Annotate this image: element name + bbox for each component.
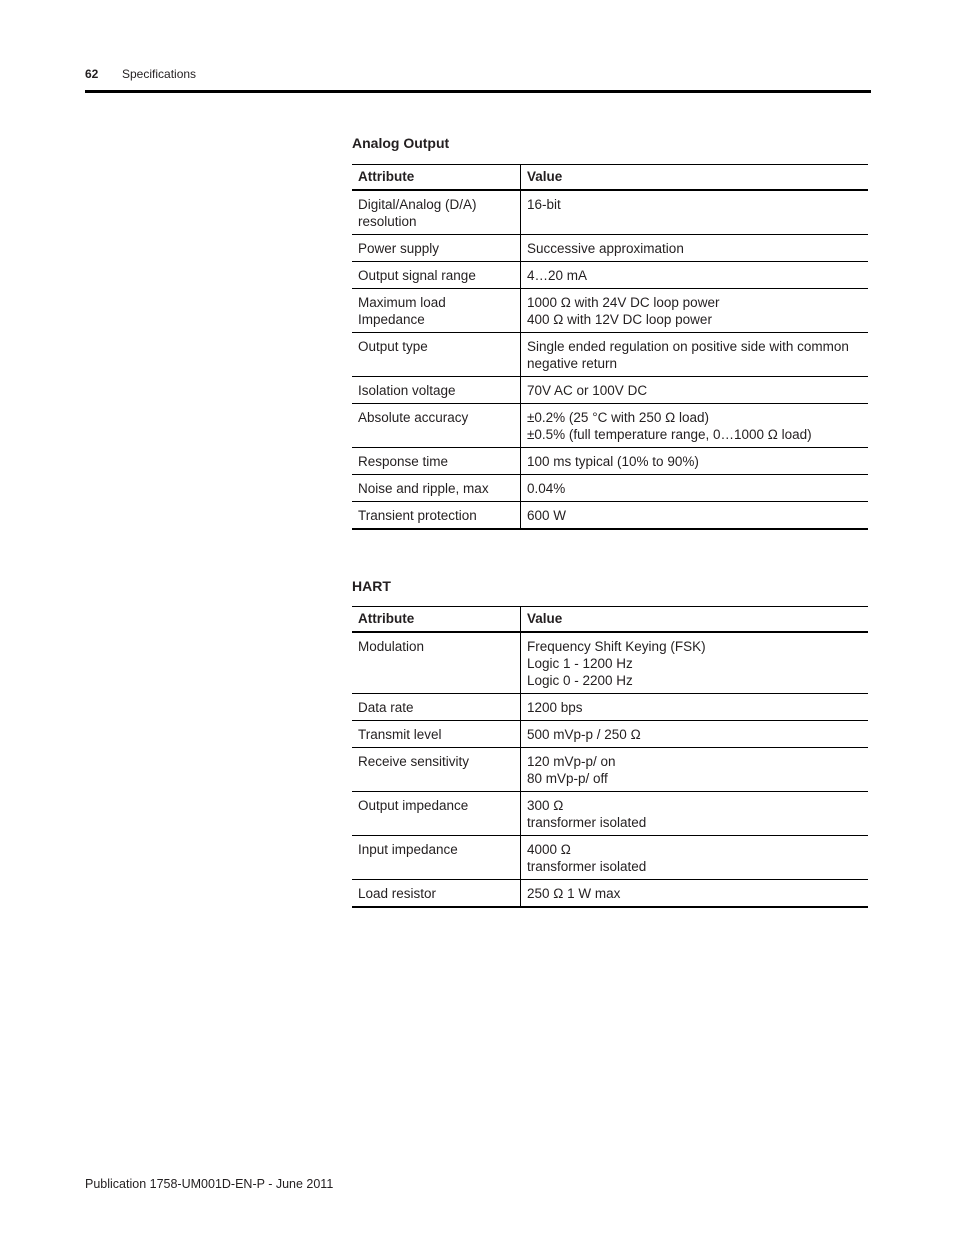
table-row [352, 694, 868, 721]
attribute-cell [352, 235, 521, 262]
cell-text: Transmit level [358, 727, 442, 742]
table-row [352, 262, 868, 289]
cell-text: 100 ms typical (10% to 90%) [527, 454, 699, 469]
analog-output-table-body [352, 190, 868, 529]
attribute-cell [352, 836, 521, 880]
cell-text: Isolation voltage [358, 383, 456, 398]
cell-text: 120 mVp-p/ on [527, 754, 616, 769]
cell-text: transformer isolated [527, 859, 647, 874]
value-cell [521, 190, 869, 235]
attribute-cell [352, 377, 521, 404]
cell-text: 80 mVp-p/ off [527, 771, 608, 786]
attribute-cell [352, 448, 521, 475]
cell-text: resolution [358, 214, 417, 229]
cell-text: 16-bit [527, 197, 561, 212]
value-cell [521, 632, 869, 694]
table-header-row [352, 165, 868, 191]
table-header-row [352, 607, 868, 633]
analog-output-table [352, 164, 868, 530]
table-row [352, 404, 868, 448]
cell-text: Transient protection [358, 508, 477, 523]
cell-text: 400 Ω with 12V DC loop power [527, 312, 712, 327]
attribute-cell [352, 475, 521, 502]
table-row [352, 235, 868, 262]
cell-text: 250 Ω 1 W max [527, 886, 621, 901]
table-row [352, 333, 868, 377]
table-row [352, 632, 868, 694]
table-row [352, 721, 868, 748]
cell-text: 500 mVp-p / 250 Ω [527, 727, 641, 742]
value-cell [521, 792, 869, 836]
cell-text: Output impedance [358, 798, 469, 813]
cell-text: Logic 0 - 2200 Hz [527, 673, 633, 688]
cell-text: Data rate [358, 700, 414, 715]
cell-text: Output signal range [358, 268, 476, 283]
value-cell [521, 289, 869, 333]
value-cell [521, 475, 869, 502]
value-cell [521, 748, 869, 792]
attribute-cell [352, 502, 521, 530]
value-cell [521, 404, 869, 448]
cell-text: Maximum load [358, 295, 446, 310]
attribute-cell [352, 721, 521, 748]
publication-footer: Publication 1758-UM001D-EN-P - June 2011 [85, 1177, 334, 1191]
value-cell [521, 694, 869, 721]
attribute-cell [352, 880, 521, 908]
attribute-cell [352, 748, 521, 792]
value-cell [521, 262, 869, 289]
cell-text: Output type [358, 339, 428, 354]
cell-text: Load resistor [358, 886, 437, 901]
cell-text: 300 Ω [527, 798, 564, 813]
attribute-cell [352, 262, 521, 289]
table-row [352, 502, 868, 530]
cell-text: Modulation [358, 639, 425, 654]
attribute-cell [352, 404, 521, 448]
cell-text: 600 W [527, 508, 567, 523]
table-row [352, 880, 868, 908]
table-row [352, 748, 868, 792]
table-row [352, 448, 868, 475]
cell-text: 70V AC or 100V DC [527, 383, 648, 398]
attribute-cell [352, 289, 521, 333]
cell-text: Absolute accuracy [358, 410, 469, 425]
cell-text: ±0.5% (full temperature range, 0…1000 Ω load) [527, 427, 812, 442]
value-cell [521, 880, 869, 908]
table-row [352, 836, 868, 880]
attribute-cell [352, 694, 521, 721]
hart-table-body [352, 632, 868, 907]
hart-table [352, 606, 868, 908]
cell-text: Digital/Analog (D/A) [358, 197, 477, 212]
page-header [85, 66, 871, 93]
cell-text: negative return [527, 356, 618, 371]
cell-text: 1200 bps [527, 700, 583, 715]
cell-text: Impedance [358, 312, 425, 327]
cell-text: Response time [358, 454, 449, 469]
value-cell [521, 333, 869, 377]
table-row [352, 792, 868, 836]
cell-text: Input impedance [358, 842, 458, 857]
value-cell [521, 235, 869, 262]
cell-text: 4000 Ω [527, 842, 571, 857]
table-row [352, 190, 868, 235]
table-row [352, 289, 868, 333]
value-cell [521, 721, 869, 748]
value-cell [521, 502, 869, 530]
attribute-cell [352, 190, 521, 235]
cell-text: 4…20 mA [527, 268, 588, 283]
cell-text: Logic 1 - 1200 Hz [527, 656, 633, 671]
cell-text: Power supply [358, 241, 440, 256]
hart-title: HART [352, 578, 391, 594]
column-header-attribute: Attribute [352, 607, 521, 633]
table-row [352, 475, 868, 502]
analog-output-title: Analog Output [352, 135, 450, 151]
cell-text: Receive sensitivity [358, 754, 470, 769]
cell-text: transformer isolated [527, 815, 647, 830]
cell-text: Noise and ripple, max [358, 481, 489, 496]
cell-text: Single ended regulation on positive side with common [527, 339, 849, 354]
value-cell [521, 448, 869, 475]
page-number: 62 [85, 67, 99, 81]
running-section-title: Specifications [122, 67, 197, 81]
attribute-cell [352, 792, 521, 836]
value-cell [521, 377, 869, 404]
attribute-cell [352, 333, 521, 377]
cell-text: Successive approximation [527, 241, 684, 256]
table-row [352, 377, 868, 404]
cell-text: 0.04% [527, 481, 566, 496]
attribute-cell [352, 632, 521, 694]
column-header-value: Value [521, 607, 869, 633]
cell-text: ±0.2% (25 °C with 250 Ω load) [527, 410, 709, 425]
column-header-value: Value [521, 165, 869, 191]
column-header-attribute: Attribute [352, 165, 521, 191]
cell-text: 1000 Ω with 24V DC loop power [527, 295, 720, 310]
cell-text: Frequency Shift Keying (FSK) [527, 639, 706, 654]
value-cell [521, 836, 869, 880]
